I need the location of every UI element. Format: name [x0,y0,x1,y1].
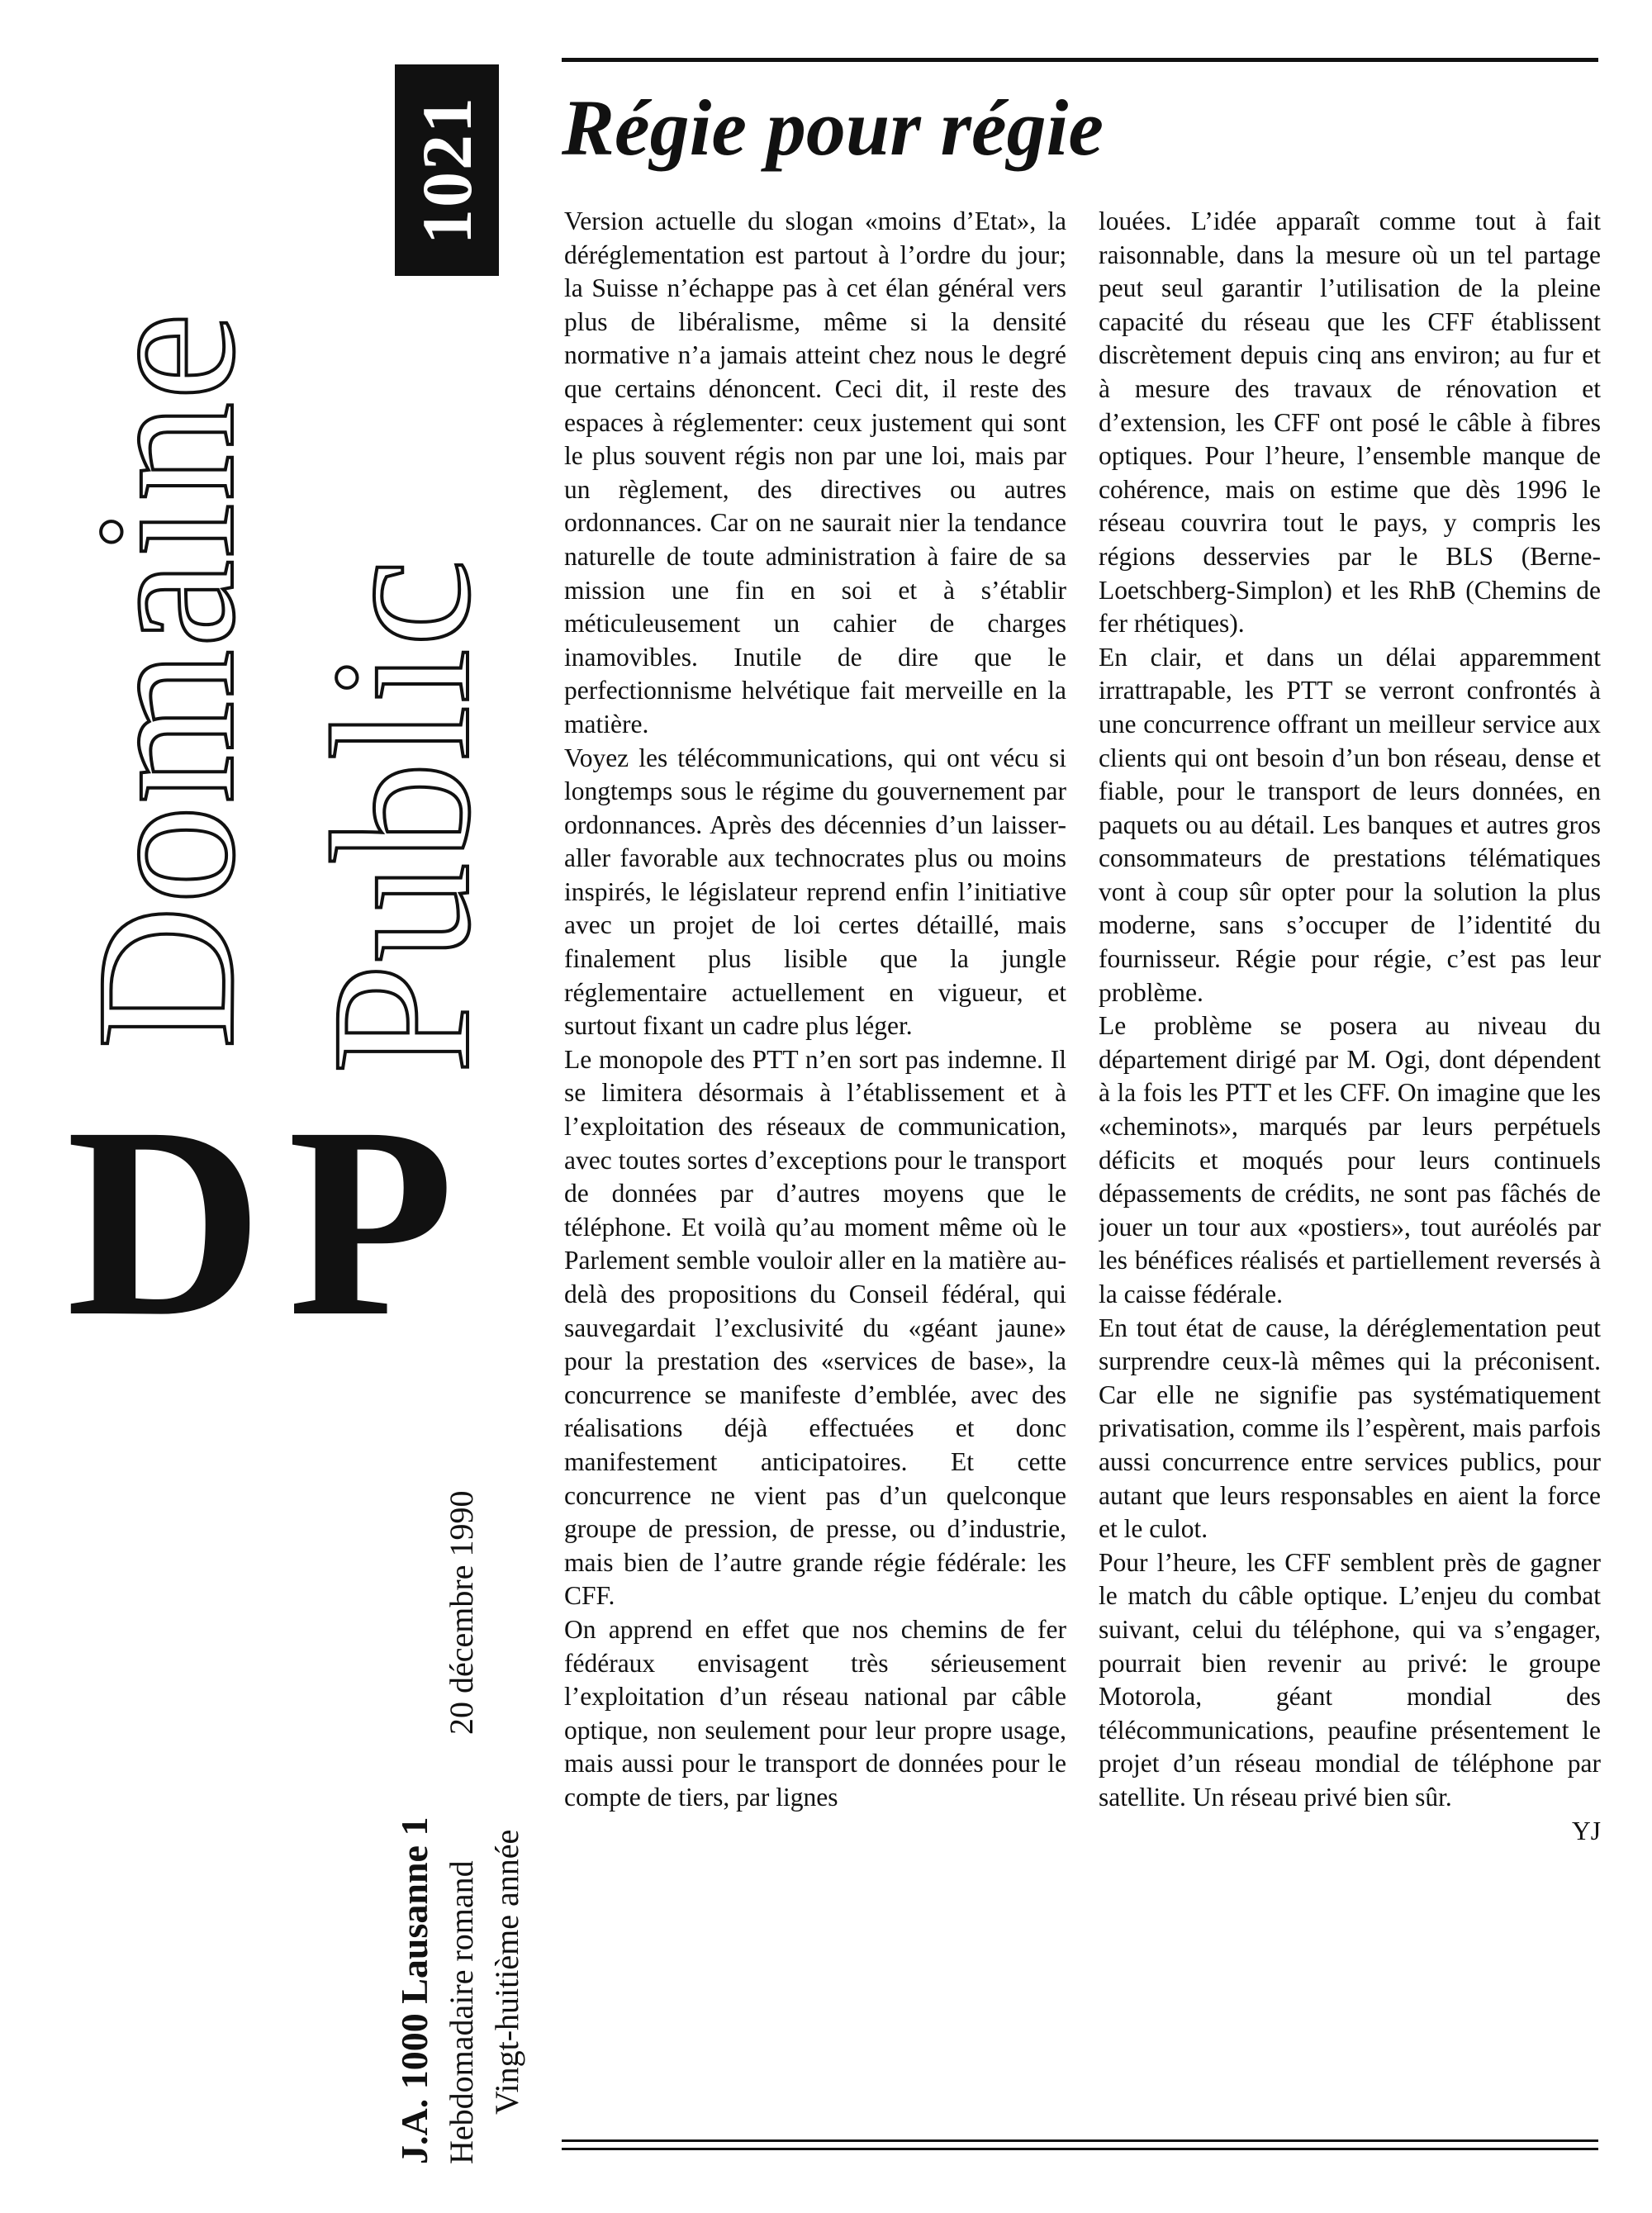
article-paragraph: En clair, et dans un délai apparemment irrattrapable, les PTT se verront confrontés à une concurrence offrant un meilleur service aux clients qui ont besoin d’un bon réseau, dense et fiable, pour le transport de leurs données, en paquets ou au détail. Les banques et autres gros consommateurs de prestations télématiques vont à coup sûr opter pour la solution la plus moderne, sans s’occuper de l’identité du fournisseur. Régie pour régie, c’est pas leur problème. [1099,642,1601,1007]
article-paragraph: En tout état de cause, la déréglementation peut surprendre ceux-là mêmes qui la préconisent. Car elle ne signifie pas systématiquement privatisation, comme ils l’espèrent, mais parfois aussi concurrence entre services publics, pour autant que leurs responsables en aient la force et le culot. [1099,1313,1601,1544]
article-paragraph-continued: louées. L’idée apparaît comme tout à fait raisonnable, dans la mesure où un tel partage peut seul garantir l’utilisation de la pleine capacité du réseau que les CFF établissent discrètement depuis cinq ans environ; au fur et à mesure des travaux de rénovation et d’extension, les CFF ont posé le câble à fibres optiques. Pour l’heure, l’ensemble manque de cohérence, mais on estime que dès 1996 le réseau couvrira tout le pays, y compris les régions desservies par le BLS (Berne-Loetschberg-Simplon) et les RhB (Chemins de fer rhétiques). [1099,207,1601,639]
masthead-title-public: Public [291,557,510,1074]
author-signature: YJ [1571,1816,1601,1845]
article-paragraph: Le problème se posera au niveau du département dirigé par M. Ogi, dont dépendent à la fois les PTT et les CFF. On imagine que les «cheminots», marqués par leurs perpétuels déficits et moqués pour leurs continuels dépassements de crédits, ne sont pas fâchés de jouer un tour aux «postiers», tout auréolés par les bénéfices réalisés et partiellement reversés à la caisse fédérale. [1099,1011,1601,1308]
article-paragraph: Voyez les télécommunications, qui ont vécu si longtemps sous le régime du gouvernement par ordonnances. Après des décennies d’un laisser-aller favorable aux technocrates plus ou moins inspirés, le législateur reprend enfin l’initiative avec un projet de loi certes détaillé, mais finalement plus lisible que la jungle réglementaire actuellement en vigueur, et surtout fixant un cadre plus léger. [564,743,1066,1041]
issue-number-box [395,64,499,276]
article-paragraph: On apprend en effet que nos chemins de fer fédéraux envisagent très sérieusement l’exploitation d’un réseau national par câble optique, non seulement pour leur propre usage, mais aussi pour le transport de données pour le compte de tiers, par lignes [564,1614,1066,1812]
issue-number: 1021 [407,96,487,245]
masthead [0,0,529,2213]
masthead-title-domaine: Domaine [55,311,275,1049]
top-rule [562,58,1598,62]
article-headline: Régie pour régie [562,83,1104,172]
publication-type: Hebdomadaire romand [443,1860,480,2164]
article-paragraph: Version actuelle du slogan «moins d’Etat», la déréglementation est partout à l’ordre du jour; la Suisse n’échappe pas à cet élan général vers plus de libéralisme, même si la densité normative n’a jamais atteint chez nous le degré que certains dénoncent. Ceci dit, il reste des espaces à réglementer: ceux justement qui sont le plus souvent régis non par une loi, mais par un règlement, des directives ou autres ordonnances. Car on ne saurait nier la tendance naturelle de toute administration à faire de sa mission une fin en soi et à s’établir méticuleusement un cahier de charges inamovibles. Inutile de dire que le perfectionnisme helvétique fait merveille en la matière. [564,207,1066,738]
article-paragraph: Le monopole des PTT n’en sort pas indemne. Il se limitera désormais à l’établissement et à l’exploitation des réseaux de communication, avec toutes sortes d’exceptions pour le transport de données par d’autres moyens que le téléphone. Et voilà qu’au moment même où le Parlement semble vouloir aller en la matière au-delà des propositions du Conseil fédéral, qui sauvegardait l’exclusivité du «géant jaune» pour la prestation des «services de base», la concurrence se manifeste d’emblée, avec des réalisations déjà effectuées et donc manifestement anticipatoires. Et cette concurrence ne vient pas d’un quelconque groupe de pression, de presse, ou d’industrie, mais bien de l’autre grande régie fédérale: les CFF. [564,1044,1066,1611]
volume-year: Vingt-huitième année [488,1829,525,2115]
issue-date: 20 décembre 1990 [443,1490,480,1735]
bottom-rule [562,2139,1598,2142]
dp-logo: DP [66,1071,479,1373]
article-column-left [564,205,1066,2130]
bottom-rule-double [562,2148,1598,2150]
postal-info: J.A. 1000 Lausanne 1 [393,1816,435,2164]
article-paragraph: Pour l’heure, les CFF semblent près de gagner le match du câble optique. L’enjeu du combat suivant, celui du téléphone, qui va s’engager, pourrait bien revenir au privé: le groupe Motorola, géant mondial des télécommunications, peaufine présentement le projet d’un réseau mondial de téléphone par satellite. Un réseau privé bien sûr. [1099,1547,1601,1812]
article-column-right [1099,205,1601,2130]
